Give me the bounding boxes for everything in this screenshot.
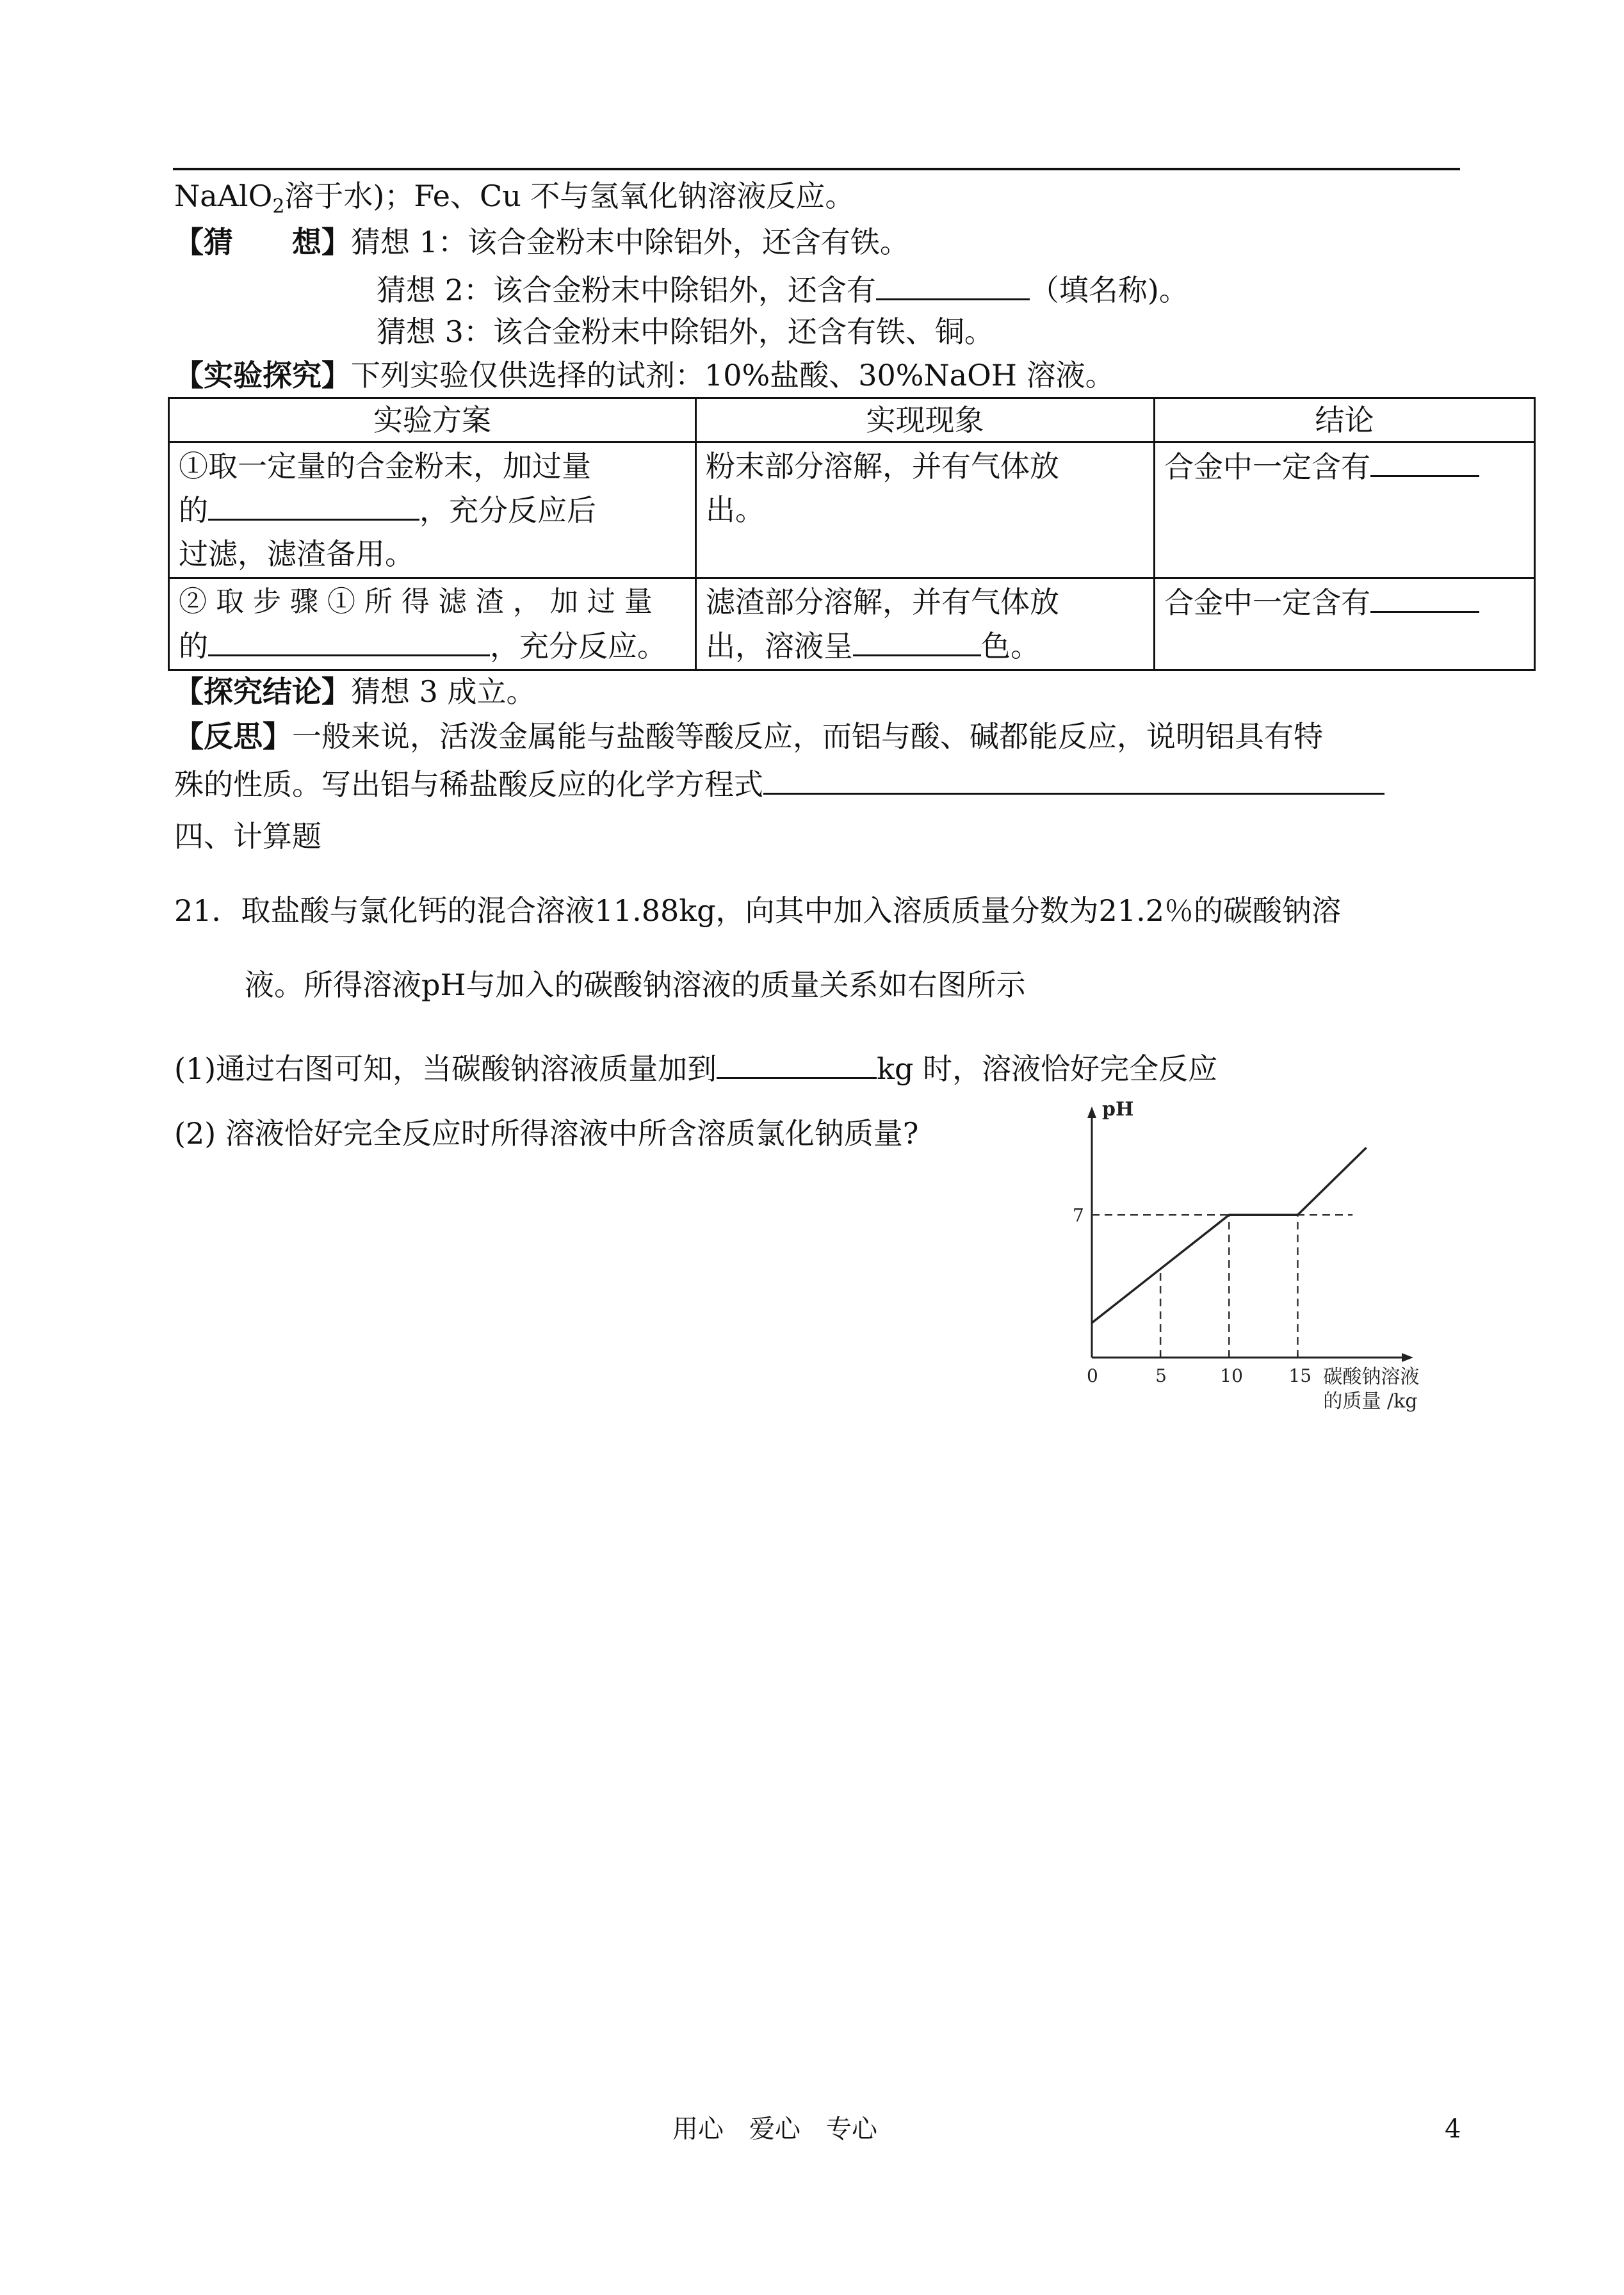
answer-blank[interactable] <box>1370 580 1479 613</box>
table-cell-phenomenon: 滤渣部分溶解，并有气体放 出，溶液呈 色。 <box>696 578 1155 670</box>
question-21-sub-2: (2) 溶液恰好完全反应时所得溶液中所含溶质氯化钠质量? <box>174 1116 919 1151</box>
question-21-sub-1: (1)通过右图可知，当碳酸钠溶液质量加到 kg 时，溶液恰好完全反应 <box>174 1046 1217 1088</box>
hypothesis-3: 猜想 3：该合金粉末中除铝外，还含有铁、铜。 <box>377 314 994 349</box>
hypothesis-1: 【猜 想】猜想 1：该合金粉末中除铝外，还含有铁。 <box>174 225 909 259</box>
experiment-table <box>168 397 1536 671</box>
x-axis-arrow <box>1402 1353 1413 1362</box>
table-cell-conclusion: 合金中一定含有 <box>1155 578 1535 670</box>
hypothesis-2: 猜想 2：该合金粉末中除铝外，还含有 （填名称)。 <box>377 268 1189 309</box>
research-conclusion: 【探究结论】猜想 3 成立。 <box>174 674 536 709</box>
x-tick-label: 5 <box>1155 1365 1167 1386</box>
y-axis-arrow <box>1087 1107 1096 1118</box>
table-cell-plan: ② 取 步 骤 ① 所 得 滤 渣 ， 加 过 量 的 ，充分反应。 <box>169 578 696 670</box>
answer-blank[interactable] <box>717 1046 877 1079</box>
question-21-line-1: 21．取盐酸与氯化钙的混合溶液11.88kg，向其中加入溶质质量分数为21.2％的碳酸钠溶 <box>174 893 1341 928</box>
hypothesis-label: 【猜 想】 <box>174 225 351 259</box>
x-tick-label: 0 <box>1087 1365 1098 1386</box>
question-21-line-2: 液。所得溶液pH与加入的碳酸钠溶液的质量关系如右图所示 <box>245 968 1026 1002</box>
table-cell-phenomenon: 粉末部分溶解，并有气体放出。 <box>696 442 1155 578</box>
table-row <box>169 442 1535 578</box>
header-rule <box>173 168 1460 170</box>
answer-blank[interactable] <box>853 624 981 656</box>
reflection-line-2: 殊的性质。写出铝与稀盐酸反应的化学方程式 <box>174 762 1384 804</box>
table-header: 实验方案 <box>169 398 696 442</box>
table-header: 实现现象 <box>696 398 1155 442</box>
answer-blank[interactable] <box>1370 444 1479 477</box>
intro-line: NaAlO$_2$溶于水)；Fe、Cu 不与氢氧化钠溶液反应。 <box>174 179 855 218</box>
table-header: 结论 <box>1155 398 1535 442</box>
section-title: 四、计算题 <box>174 819 321 854</box>
footer-motto: 用心 爱心 专心 <box>672 2114 877 2144</box>
x-tick-label: 10 <box>1220 1365 1243 1386</box>
x-axis-label-line-1: 碳酸钠溶液 <box>1323 1366 1420 1388</box>
x-tick-label: 15 <box>1288 1365 1312 1386</box>
answer-blank[interactable] <box>208 488 419 521</box>
reflection-line-1: 【反思】一般来说，活泼金属能与盐酸等酸反应，而铝与酸、碱都能反应，说明铝具有特 <box>174 719 1323 754</box>
experiment-intro: 【实验探究】下列实验仅供选择的试剂：10%盐酸、30%NaOH 溶液。 <box>174 358 1115 393</box>
answer-blank[interactable] <box>763 762 1384 795</box>
ph-chart <box>1063 1101 1460 1434</box>
y-axis-label: pH <box>1102 1101 1134 1121</box>
table-cell-plan: ①取一定量的合金粉末，加过量 的 ，充分反应后 过滤，滤渣备用。 <box>169 442 696 578</box>
table-row <box>169 578 1535 670</box>
table-cell-conclusion: 合金中一定含有 <box>1155 442 1535 578</box>
y-tick-label: 7 <box>1073 1204 1084 1226</box>
table-header-row <box>169 398 1535 442</box>
answer-blank[interactable] <box>876 268 1030 300</box>
answer-blank[interactable] <box>208 624 490 656</box>
page-number: 4 <box>1445 2114 1461 2144</box>
x-axis-label-line-2: 的质量 /kg <box>1323 1390 1418 1413</box>
